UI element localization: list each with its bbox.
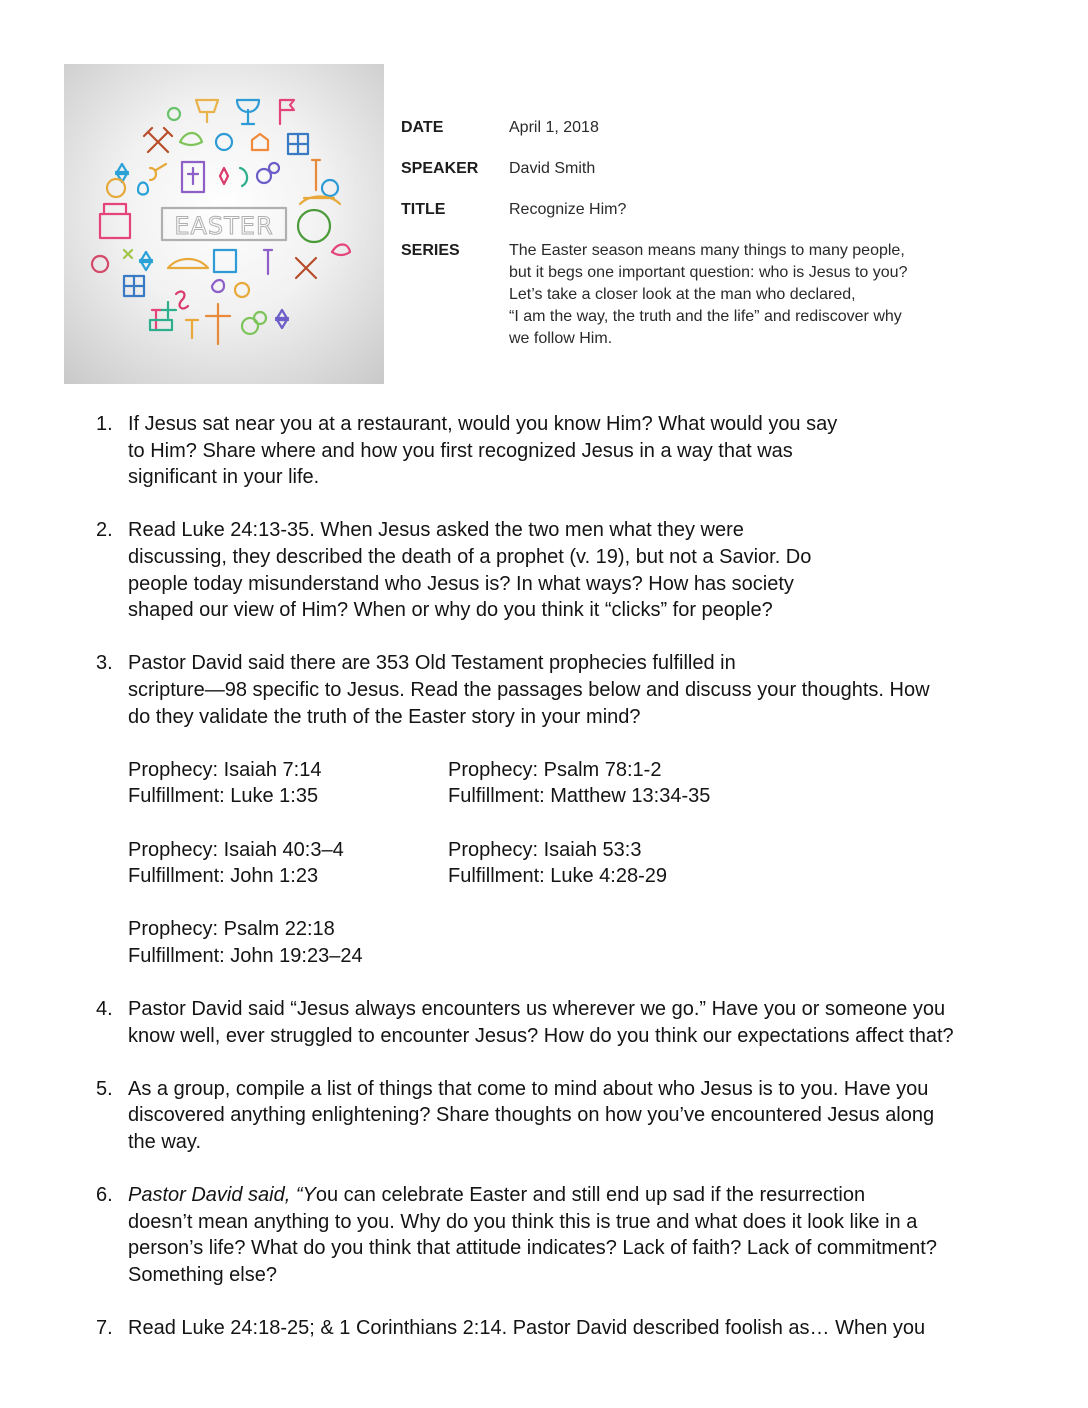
- flag-icon: [280, 100, 294, 124]
- praying-hands-right-icon: [240, 168, 247, 186]
- meta-speaker: [401, 158, 1041, 180]
- tomb-door-icon: [214, 250, 236, 272]
- prophecy-text: Prophecy: Isaiah 53:3: [448, 838, 642, 861]
- tomb-icon: [100, 204, 130, 238]
- meta-date: [401, 117, 1041, 139]
- question-text: [128, 517, 1086, 623]
- prophecy-pair: [448, 837, 848, 890]
- question-line: If Jesus sat near you at a restaurant, would you know Him? What would you say: [128, 413, 838, 435]
- meta-label-series: SERIES: [401, 242, 460, 259]
- prophecy-text: Prophecy: Psalm 22:18: [128, 918, 335, 941]
- series-line: “I am the way, the truth and the life” and rediscover why: [509, 308, 902, 325]
- easter-logo-text: EASTER: [174, 212, 274, 240]
- sun-icon: [216, 134, 232, 150]
- question-number: 1.: [96, 413, 113, 435]
- question-text: [128, 1315, 1086, 1342]
- lamb-icon: [168, 259, 208, 268]
- question-line: Pastor David said there are 353 Old Testament prophecies fulfilled in: [128, 652, 736, 675]
- candle-icon: [312, 160, 320, 190]
- leaf-icon: [180, 133, 202, 145]
- question-line: doesn’t mean anything to you. Why do you think this is true and what does it look like in a: [128, 1210, 918, 1233]
- sermon-info: [401, 117, 1041, 369]
- question-2: [96, 517, 1086, 623]
- question-line: person’s life? What do you think that attitude indicates? Lack of faith? Lack of commitment?: [128, 1237, 937, 1260]
- question-number: 3.: [96, 652, 113, 675]
- prophecy-pair: [128, 837, 448, 890]
- series-line: Let’s take a closer look at the man who declared,: [509, 286, 856, 303]
- sparkle-icon: [124, 250, 132, 258]
- question-line: the way.: [128, 1131, 201, 1154]
- hands-icon: [252, 134, 268, 150]
- meta-label-title: TITLE: [401, 201, 446, 218]
- fulfillment-text: Fulfillment: John 19:23–24: [128, 944, 363, 967]
- hammer-icon: [144, 128, 172, 152]
- star-of-david-low-icon: [276, 310, 288, 328]
- question-number: 7.: [96, 1317, 113, 1340]
- question-number: 5.: [96, 1077, 113, 1100]
- question-text: [128, 1182, 1086, 1288]
- question-line: [128, 1182, 1086, 1209]
- meta-value-series: [509, 240, 1029, 350]
- meta-value-date: April 1, 2018: [509, 119, 599, 136]
- question-number: 6.: [96, 1184, 113, 1207]
- sun-right-icon: [322, 180, 338, 196]
- quote-attribution: Pastor David said, “Y: [128, 1184, 316, 1207]
- grail-icon: [237, 100, 259, 124]
- leaf-right-icon: [332, 245, 350, 256]
- question-line: know well, ever struggled to encounter Jesus? How do you think our expectations affect that?: [128, 1024, 954, 1047]
- grapes-left-icon: [107, 179, 125, 197]
- question-line: scripture—98 specific to Jesus. Read the passages below and discuss your thoughts. How: [128, 678, 930, 701]
- fish-icon: [160, 302, 176, 318]
- question-line: significant in your life.: [128, 466, 320, 489]
- question-7: [96, 1315, 1086, 1342]
- series-line: we follow Him.: [509, 330, 613, 347]
- flag-low-icon: [150, 320, 172, 330]
- question-number: 4.: [96, 998, 113, 1021]
- question-number: 2.: [96, 519, 113, 542]
- meta-title: [401, 199, 1041, 221]
- question-line: As a group, compile a list of things that come to mind about who Jesus is to you. Have you: [128, 1077, 929, 1100]
- praying-hands-icon: [220, 168, 228, 184]
- question-1: [96, 411, 1086, 491]
- question-text: [128, 1076, 1086, 1156]
- question-line: Read Luke 24:18-25; & 1 Corinthians 2:14. Pastor David described foolish as… When you: [128, 1317, 926, 1340]
- question-line: discovered anything enlightening? Share thoughts on how you’ve encountered Jesus along: [128, 1104, 935, 1127]
- series-line: The Easter season means many things to many people,: [509, 242, 905, 259]
- prophecy-pair: [128, 757, 448, 810]
- question-text: [128, 996, 1086, 1049]
- prophecy-text: Prophecy: Psalm 78:1-2: [448, 758, 662, 781]
- crown-of-thorns-icon: [298, 210, 330, 242]
- meta-label-date: DATE: [401, 119, 444, 136]
- question-4: [96, 996, 1086, 1049]
- easter-icon-wreath: [64, 64, 384, 384]
- discussion-questions: [96, 411, 1086, 1368]
- sun-left-icon: [92, 256, 108, 272]
- crown-icon: [168, 108, 180, 120]
- prophecy-pair: [448, 757, 848, 810]
- star-of-david-left-icon: [140, 252, 152, 270]
- question-line: to Him? Share where and how you first recognized Jesus in a way that was: [128, 439, 793, 462]
- quote-rest: ou can celebrate Easter and still end up sad if the resurrection: [315, 1184, 866, 1207]
- question-line: people today misunderstand who Jesus is? In what ways? How has society: [128, 572, 794, 595]
- cross-icon: [206, 304, 230, 344]
- crossed-hammers-icon: [296, 258, 316, 278]
- drop-icon: [138, 183, 148, 195]
- drop-center-icon: [212, 280, 224, 292]
- horn-icon: [150, 164, 166, 180]
- chalice-icon: [196, 100, 218, 122]
- prophecy-text: Prophecy: Isaiah 40:3–4: [128, 838, 344, 861]
- dove-icon: [176, 292, 188, 309]
- question-text: [128, 650, 1086, 730]
- fulfillment-text: Fulfillment: Matthew 13:34-35: [448, 785, 711, 808]
- sun-center-icon: [235, 283, 249, 297]
- meta-label-speaker: SPEAKER: [401, 160, 479, 177]
- torch-icon: [186, 320, 198, 338]
- question-line: discussing, they described the death of a prophet (v. 19), but not a Savior. Do: [128, 545, 812, 568]
- meta-series: [401, 240, 1041, 350]
- question-3: [96, 650, 1086, 969]
- prophecy-text: Prophecy: Isaiah 7:14: [128, 758, 322, 781]
- question-5: [96, 1076, 1086, 1156]
- question-6: [96, 1182, 1086, 1288]
- fulfillment-text: Fulfillment: Luke 4:28-29: [448, 865, 668, 888]
- bread-icon: [300, 197, 340, 205]
- fulfillment-text: Fulfillment: John 1:23: [128, 865, 319, 888]
- easter-graphic: [64, 64, 384, 384]
- meta-value-speaker: David Smith: [509, 160, 596, 177]
- question-line: Something else?: [128, 1264, 277, 1286]
- question-line: do they validate the truth of the Easter story in your mind?: [128, 705, 641, 728]
- question-line: Read Luke 24:13-35. When Jesus asked the two men what they were: [128, 519, 744, 542]
- fulfillment-text: Fulfillment: Luke 1:35: [128, 785, 319, 808]
- question-line: shaped our view of Him? When or why do you think it “clicks” for people?: [128, 599, 773, 622]
- question-line: Pastor David said “Jesus always encounters us wherever we go.” Have you or someone you: [128, 998, 946, 1021]
- series-line: but it begs one important question: who is Jesus to you?: [509, 264, 908, 281]
- prophecy-pair: [128, 916, 448, 969]
- meta-value-title: Recognize Him?: [509, 201, 627, 218]
- candle-center-icon: [264, 250, 272, 274]
- prophecy-list: [128, 757, 1086, 970]
- question-text: [128, 411, 1086, 491]
